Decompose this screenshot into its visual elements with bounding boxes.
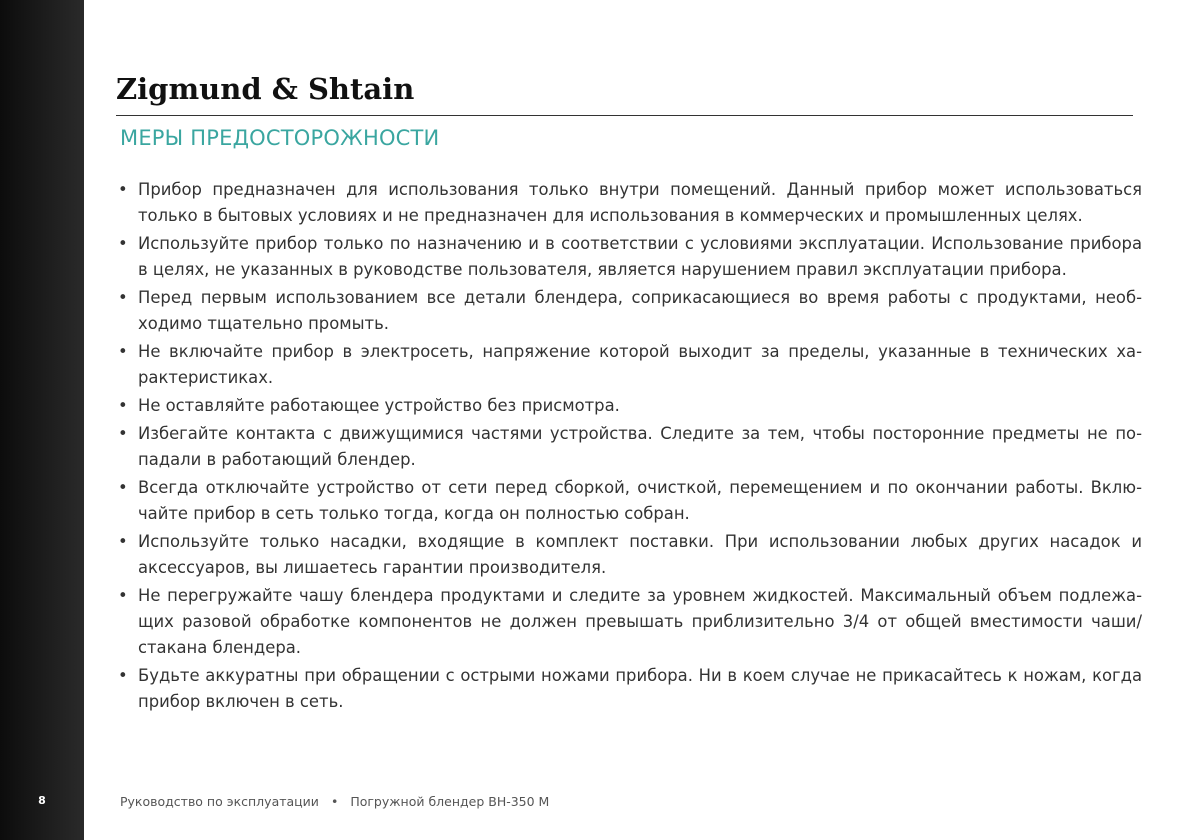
list-item xyxy=(118,421,1142,473)
list-item-text: Не включайте прибор в электросеть, напряжение которой выходит за пределы, указанные в технических характеристиках. xyxy=(138,342,1142,387)
bullet: • xyxy=(118,424,128,443)
bullet: • xyxy=(118,234,128,253)
list-item-text: Не перегружайте чашу блендера продуктами и следите за уровнем жидкостей. Максимальный объем подлежащих разовой обработке компонентов не должен превышать приблизительно 3/4 от общей вместимости чаши/ стакана блендера. xyxy=(138,586,1142,657)
footer-product-label: Погружной блендер BH-350 M xyxy=(350,794,550,809)
brand-logo: Zigmund & Shtain xyxy=(116,72,415,106)
bullet: • xyxy=(118,342,128,361)
footer-manual-label: Руководство по эксплуатации xyxy=(120,794,319,809)
bullet: • xyxy=(118,180,128,199)
list-item-text: Будьте аккуратны при обращении с острыми ножами прибора. Ни в коем случае не прикасайтесь к ножам, когда прибор включен в сеть. xyxy=(138,666,1142,711)
list-item xyxy=(118,285,1142,337)
page-number: 8 xyxy=(38,794,46,807)
bullet: • xyxy=(118,478,128,497)
footer-separator: • xyxy=(330,794,339,809)
list-item xyxy=(118,393,1142,419)
header-divider xyxy=(116,115,1133,116)
bullet: • xyxy=(118,586,128,605)
list-item-text: Не оставляйте работающее устройство без присмотра. xyxy=(138,396,620,415)
list-item xyxy=(118,231,1142,283)
section-title: МЕРЫ ПРЕДОСТОРОЖНОСТИ xyxy=(120,126,440,150)
list-item xyxy=(118,583,1142,661)
left-sidebar-band xyxy=(0,0,84,840)
list-item-text: Перед первым использованием все детали блендера, соприкасающиеся во время работы с продуктами, необходимо тщательно промыть. xyxy=(138,288,1142,333)
list-item-text: Используйте прибор только по назначению и в соответствии с условиями эксплуатации. Использование прибора в целях, не указанных в руководстве пользователя, является нарушением правил эксплуатации прибора. xyxy=(138,234,1142,279)
list-item xyxy=(118,529,1142,581)
footer xyxy=(120,794,549,809)
list-item xyxy=(118,663,1142,715)
bullet: • xyxy=(118,396,128,415)
bullet: • xyxy=(118,288,128,307)
list-item xyxy=(118,475,1142,527)
bullet: • xyxy=(118,532,128,551)
bullet: • xyxy=(118,666,128,685)
list-item-text: Используйте только насадки, входящие в комплект поставки. При использовании любых других насадок и аксессуаров, вы лишаетесь гарантии производителя. xyxy=(138,532,1142,577)
list-item xyxy=(118,339,1142,391)
list-item-text: Прибор предназначен для использования только внутри помещений. Данный прибор может использоваться только в бытовых условиях и не предназначен для использования в коммерческих и промышленных целях. xyxy=(138,180,1142,225)
list-item-text: Всегда отключайте устройство от сети перед сборкой, очисткой, перемещением и по окончании работы. Включайте прибор в сеть только тогда, когда он полностью собран. xyxy=(138,478,1142,523)
list-item-text: Избегайте контакта с движущимися частями устройства. Следите за тем, чтобы посторонние предметы не попадали в работающий блендер. xyxy=(138,424,1142,469)
list-item xyxy=(118,177,1142,229)
precautions-list xyxy=(118,177,1142,717)
